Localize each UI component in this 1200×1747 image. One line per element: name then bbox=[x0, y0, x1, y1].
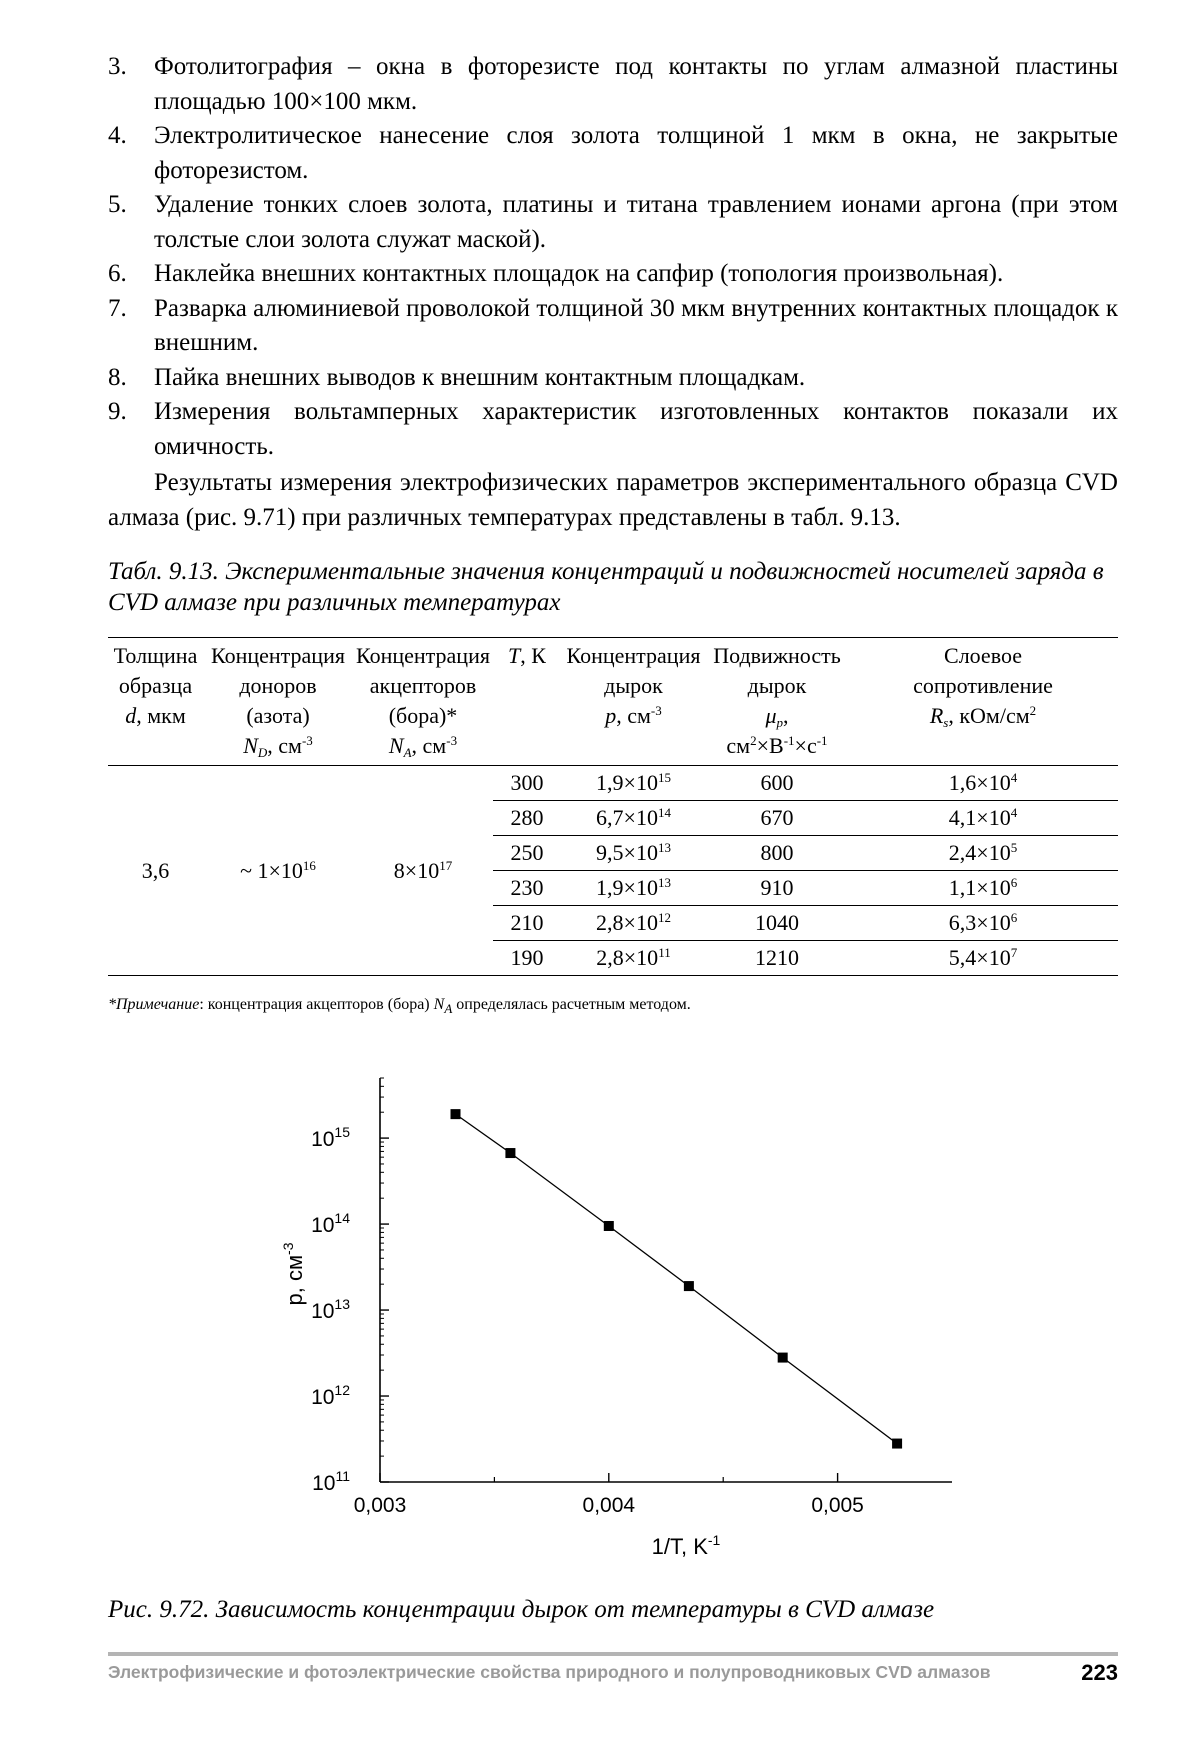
page-number: 223 bbox=[1081, 1660, 1118, 1685]
list-item bbox=[108, 188, 1118, 257]
cell-mobility: 600 bbox=[706, 766, 848, 801]
list-item bbox=[108, 257, 1118, 292]
cell-hole-concentration: $2,8\times 10^{12}$ bbox=[561, 906, 706, 941]
cell-hole-concentration: $1,9\times 10^{13}$ bbox=[561, 871, 706, 906]
data-point bbox=[451, 1109, 461, 1119]
cell-sheet-resistance: $1,6\times 10^4$ bbox=[848, 766, 1118, 801]
y-tick-label: $10^{12}$ bbox=[311, 1382, 350, 1410]
x-axis-label: 1/T, $K^{-1}$ bbox=[651, 1532, 721, 1559]
x-tick-label: 0,005 bbox=[811, 1494, 864, 1517]
header-donors: Концентрация доноров (азота) $N_D$, $см^{-3}$ bbox=[203, 638, 353, 766]
data-point bbox=[505, 1148, 515, 1158]
cell-temperature: 190 bbox=[493, 941, 561, 976]
list-item bbox=[108, 361, 1118, 396]
cell-thickness: 3,6 bbox=[108, 766, 203, 976]
cell-mobility: 910 bbox=[706, 871, 848, 906]
table-caption: Табл. 9.13. Экспериментальные значения концентраций и подвижностей носителей заряда в CVD алмазе при различных температурах bbox=[108, 558, 1104, 616]
cell-hole-concentration: $6,7\times 10^{14}$ bbox=[561, 801, 706, 836]
cell-mobility: 1210 bbox=[706, 941, 848, 976]
table-body bbox=[108, 766, 1118, 976]
list-item bbox=[108, 119, 1118, 188]
cell-mobility: 670 bbox=[706, 801, 848, 836]
footer-text: Электрофизические и фотоэлектрические свойства природного и полупроводниковых CVD алмазов bbox=[108, 1662, 991, 1682]
chart-svg bbox=[280, 1070, 980, 1570]
cell-acceptors: $8\times 10^{17}$ bbox=[353, 766, 493, 976]
cell-hole-concentration: $2,8\times 10^{11}$ bbox=[561, 941, 706, 976]
footer-rule bbox=[108, 1652, 1118, 1656]
list-item bbox=[108, 50, 1118, 119]
cell-sheet-resistance: $4,1\times 10^4$ bbox=[848, 801, 1118, 836]
cell-temperature: 230 bbox=[493, 871, 561, 906]
list-item-number: 8. bbox=[108, 363, 127, 391]
data-point bbox=[778, 1353, 788, 1363]
list-item-text: Пайка внешних выводов к внешним контактным площадкам. bbox=[154, 363, 806, 391]
list-item-number: 5. bbox=[108, 191, 127, 218]
list-item-text: Электролитическое нанесение слоя золота толщиной 1 мкм в окна, не закрытые фоторезистом. bbox=[154, 122, 1118, 184]
list-item-text: Удаление тонких слоев золота, платины и титана травлением ионами аргона (при этом толстые слои золота служат маской). bbox=[154, 191, 1118, 253]
list-item-text: Измерения вольтамперных характеристик изготовленных контактов показали их омичность. bbox=[154, 398, 1118, 460]
cell-temperature: 300 bbox=[493, 766, 561, 801]
header-thickness: Толщина образца d, мкм bbox=[108, 638, 203, 766]
header-hole-concentration: Концентрация дырок p, $см^{-3}$ bbox=[561, 638, 706, 766]
cell-temperature: 250 bbox=[493, 836, 561, 871]
cell-hole-concentration: $9,5\times 10^{13}$ bbox=[561, 836, 706, 871]
cell-mobility: 1040 bbox=[706, 906, 848, 941]
list-item bbox=[108, 395, 1118, 464]
y-tick-label: $10^{15}$ bbox=[311, 1124, 350, 1152]
table-header-row bbox=[108, 638, 1118, 766]
cell-sheet-resistance: $2,4\times 10^5$ bbox=[848, 836, 1118, 871]
list-item-text: Разварка алюминиевой проволокой толщиной 30 мкм внутренних контактных площадок к внешним. bbox=[154, 294, 1118, 356]
cell-sheet-resistance: $5,4\times 10^7$ bbox=[848, 941, 1118, 976]
page-footer bbox=[108, 1662, 1118, 1683]
table-row bbox=[108, 766, 1118, 801]
data-point bbox=[892, 1439, 902, 1449]
figure-caption: Рис. 9.72. Зависимость концентрации дырок от температуры в CVD алмазе bbox=[108, 1596, 935, 1623]
list-item-number: 6. bbox=[108, 260, 127, 287]
x-tick-label: 0,004 bbox=[582, 1494, 636, 1517]
list-item-text: Наклейка внешних контактных площадок на сапфир (топология произвольная). bbox=[154, 260, 1004, 287]
table-note: *Примечание: концентрация акцепторов (бора) $N_A$ определялась расчетным методом. bbox=[108, 996, 691, 1016]
hole-concentration-chart bbox=[280, 1070, 980, 1575]
list-item-number: 9. bbox=[108, 398, 127, 425]
header-acceptors: Концентрация акцепторов (бора)* $N_A$, $см^{-3}$ bbox=[353, 638, 493, 766]
cell-donors: ~ $1\times 10^{16}$ bbox=[203, 766, 353, 976]
cell-temperature: 210 bbox=[493, 906, 561, 941]
cell-temperature: 280 bbox=[493, 801, 561, 836]
results-paragraph: Результаты измерения электрофизических параметров экспериментального образца CVD алмаза (рис. 9.71) при различных температурах представлены в табл. 9.13. bbox=[108, 469, 1118, 531]
data-table bbox=[108, 637, 1118, 976]
data-point bbox=[604, 1221, 614, 1231]
header-mobility: Подвижность дырок $\mu_p$, $см^2\times В^{-1}\times с^{-1}$ bbox=[706, 638, 848, 766]
cell-sheet-resistance: $1,1\times 10^6$ bbox=[848, 871, 1118, 906]
data-point bbox=[684, 1281, 694, 1291]
header-temperature: T, К bbox=[493, 638, 561, 766]
list-item bbox=[108, 292, 1118, 361]
list-item-number: 4. bbox=[108, 122, 127, 149]
list-item-text: Фотолитография – окна в фоторезисте под контакты по углам алмазной пластины площадью 100×100 мкм. bbox=[154, 53, 1118, 115]
y-tick-label: $10^{14}$ bbox=[311, 1210, 350, 1238]
procedure-list bbox=[108, 50, 1118, 464]
series-line bbox=[456, 1114, 898, 1444]
y-axis-label: p, $см^{-3}$ bbox=[280, 1242, 307, 1306]
header-sheet-resistance: Слоевое сопротивление $R_s$, кОм/$см^2$ bbox=[848, 638, 1118, 766]
cell-hole-concentration: $1,9\times 10^{15}$ bbox=[561, 766, 706, 801]
list-item-number: 3. bbox=[108, 53, 127, 80]
y-tick-label: $10^{11}$ bbox=[312, 1468, 350, 1495]
y-tick-label: $10^{13}$ bbox=[311, 1296, 350, 1324]
list-item-number: 7. bbox=[108, 294, 127, 322]
cell-mobility: 800 bbox=[706, 836, 848, 871]
cell-sheet-resistance: $6,3\times 10^6$ bbox=[848, 906, 1118, 941]
x-tick-label: 0,003 bbox=[353, 1494, 407, 1517]
